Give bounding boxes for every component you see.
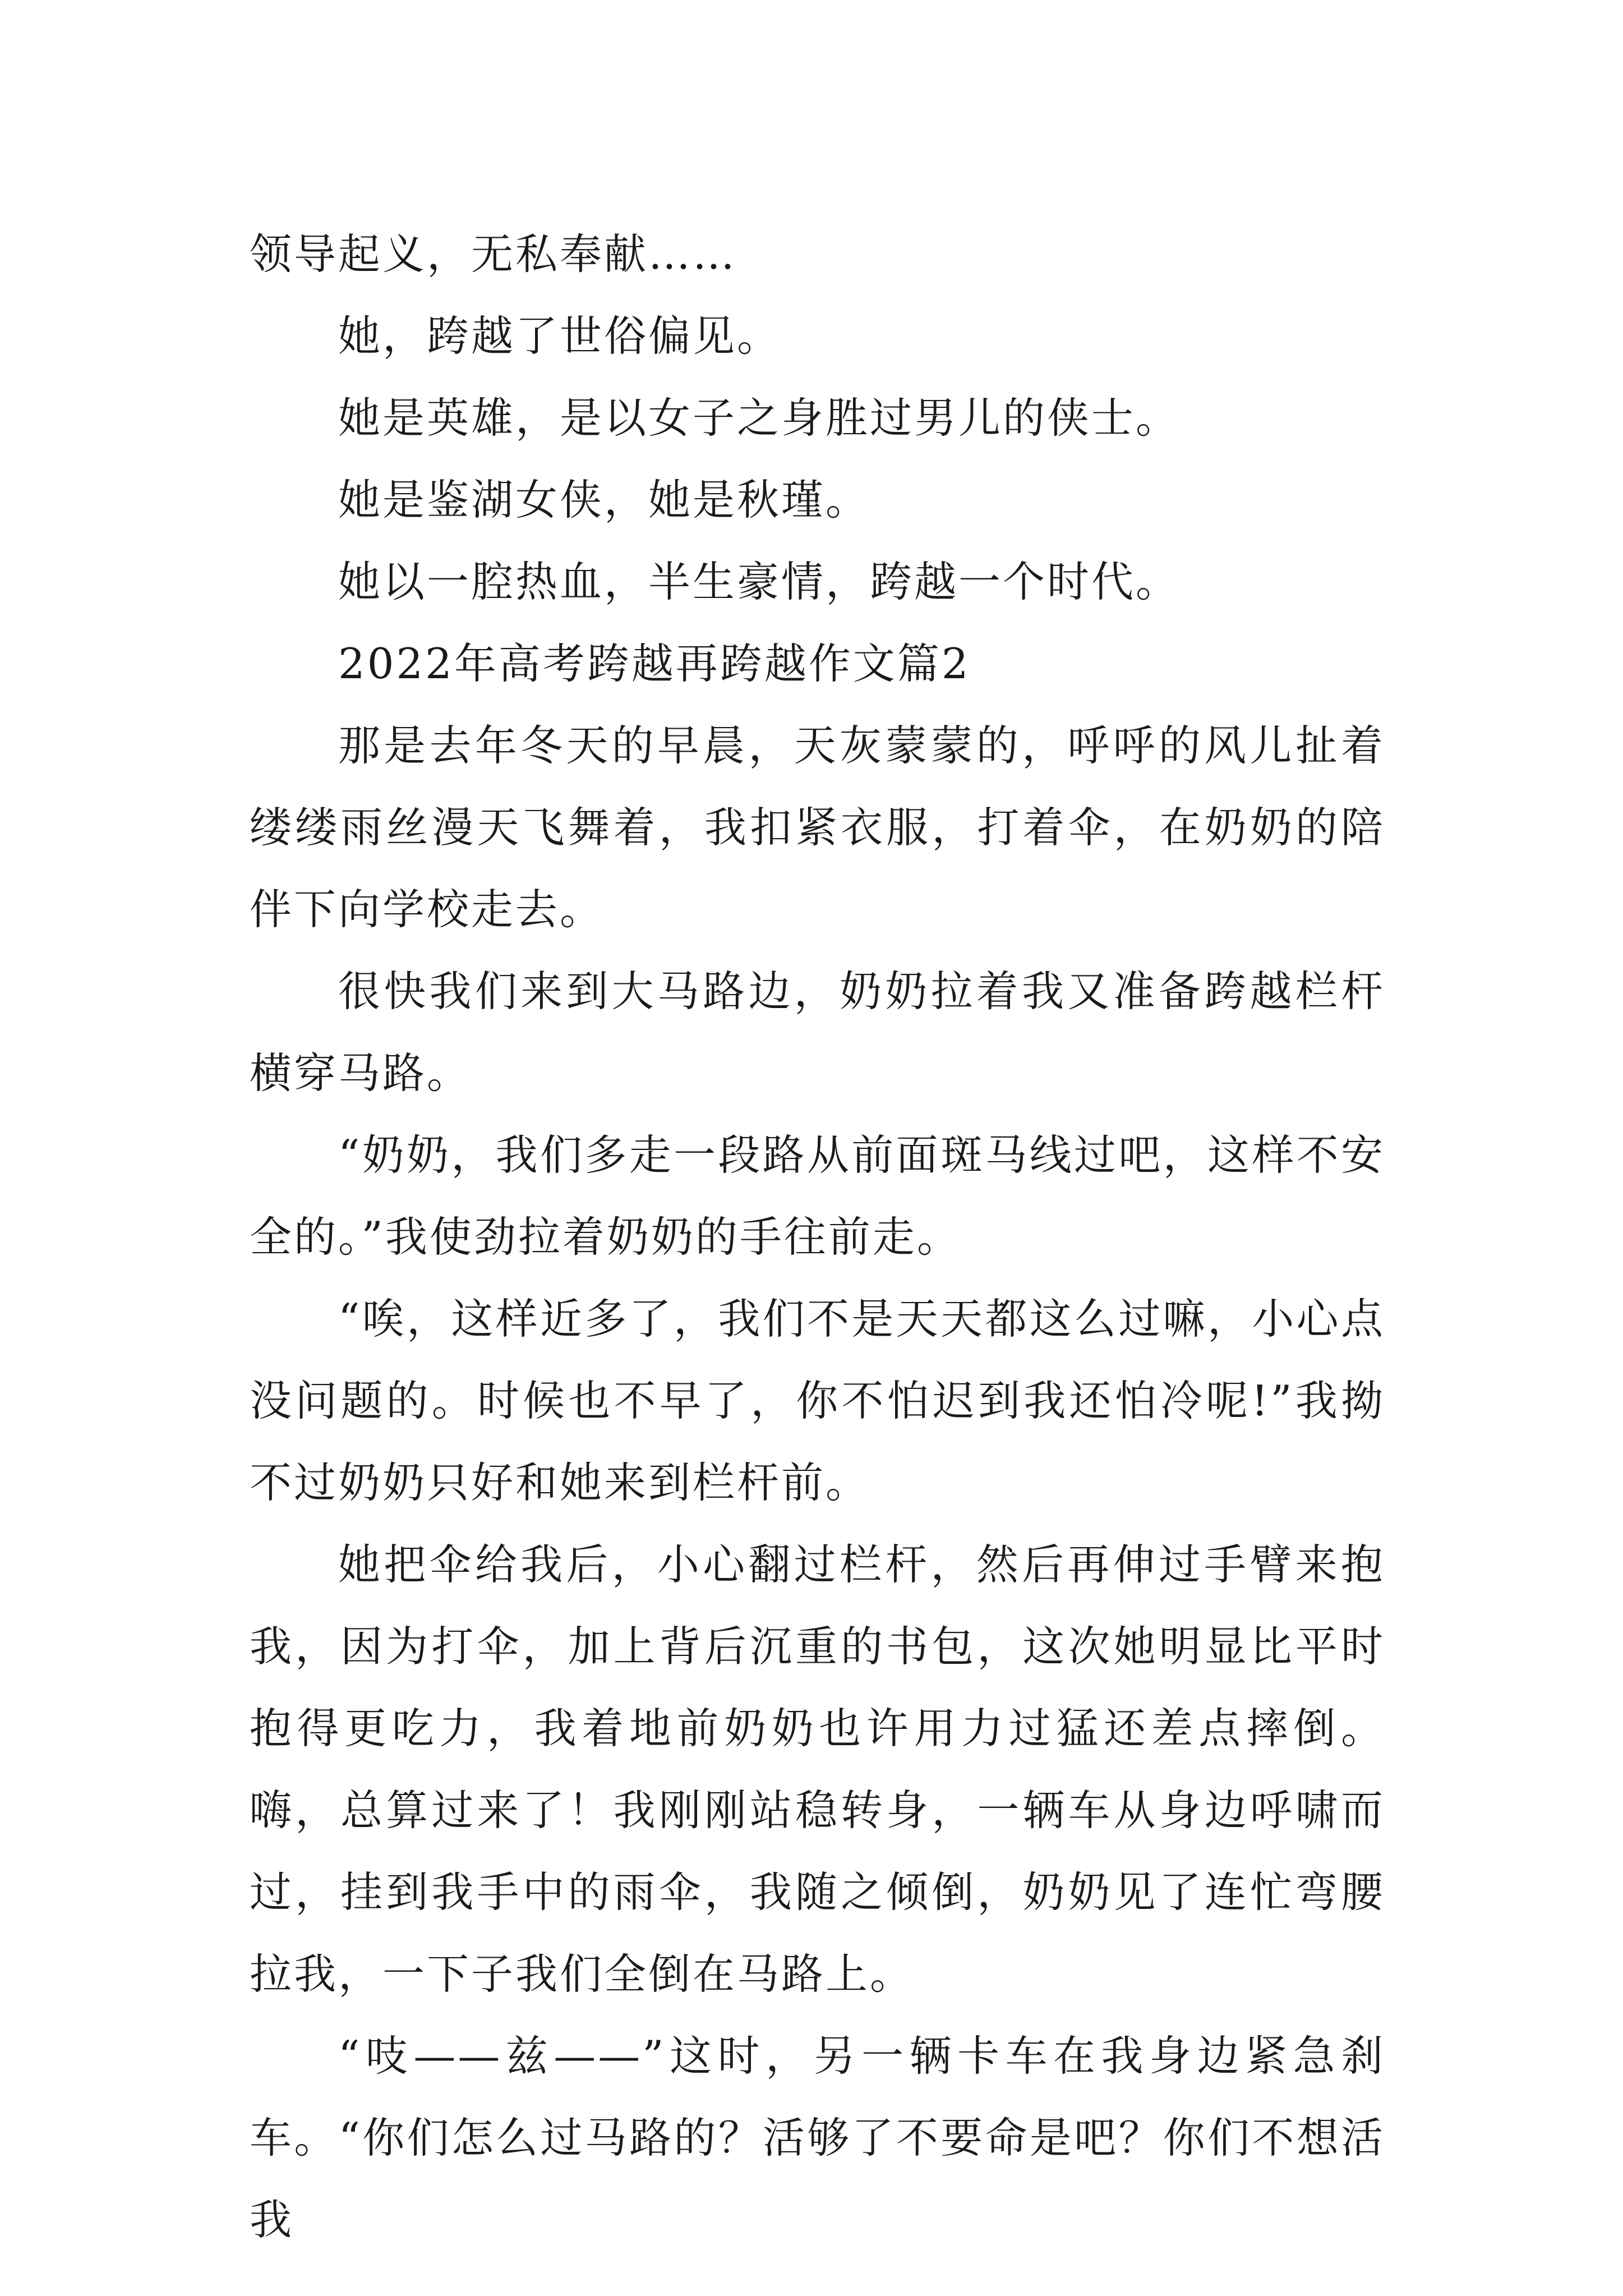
paragraph: 那是去年冬天的早晨，天灰蒙蒙的，呼呼的风儿扯着缕缕雨丝漫天飞舞着，我扣紧衣服，打着伞，在奶奶的陪伴下向学校走去。	[250, 721, 1385, 934]
paragraph: 她是鉴湖女侠，她是秋瑾。	[338, 475, 870, 524]
paragraph: “吱——兹——”这时，另一辆卡车在我身边紧急刹车。“你们怎么过马路的？活够了不要命是吧？你们不想活我	[250, 2031, 1385, 2244]
paragraph: 她，跨越了世俗偏见。	[338, 311, 782, 361]
paragraph: “唉，这样近多了，我们不是天天都这么过嘛，小心点没问题的。时候也不早了，你不怕迟到我还怕冷呢!”我拗不过奶奶只好和她来到栏杆前。	[250, 1294, 1385, 1507]
paragraph: 她以一腔热血，半生豪情，跨越一个时代。	[338, 557, 1181, 606]
paragraph: 很快我们来到大马路边，奶奶拉着我又准备跨越栏杆横穿马路。	[250, 967, 1385, 1098]
paragraph: “奶奶，我们多走一段路从前面斑马线过吧，这样不安全的。”我使劲拉着奶奶的手往前走。	[250, 1130, 1385, 1262]
section-heading: 2022年高考跨越再跨越作文篇2	[338, 639, 971, 688]
paragraph: 她把伞给我后，小心翻过栏杆，然后再伸过手臂来抱我，因为打伞，加上背后沉重的书包，这次她明显比平时抱得更吃力，我着地前奶奶也许用力过猛还差点摔倒。嗨，总算过来了！我刚刚站稳转身，一辆车从身边呼啸而过，挂到我手中的雨伞，我随之倾倒，奶奶见了连忙弯腰拉我，一下子我们全倒在马路上。	[250, 1540, 1385, 1999]
paragraph: 她是英雄，是以女子之身胜过男儿的侠士。	[338, 393, 1181, 443]
paragraph: 领导起义，无私奉献……	[250, 229, 737, 279]
article-body	[250, 213, 1385, 2261]
